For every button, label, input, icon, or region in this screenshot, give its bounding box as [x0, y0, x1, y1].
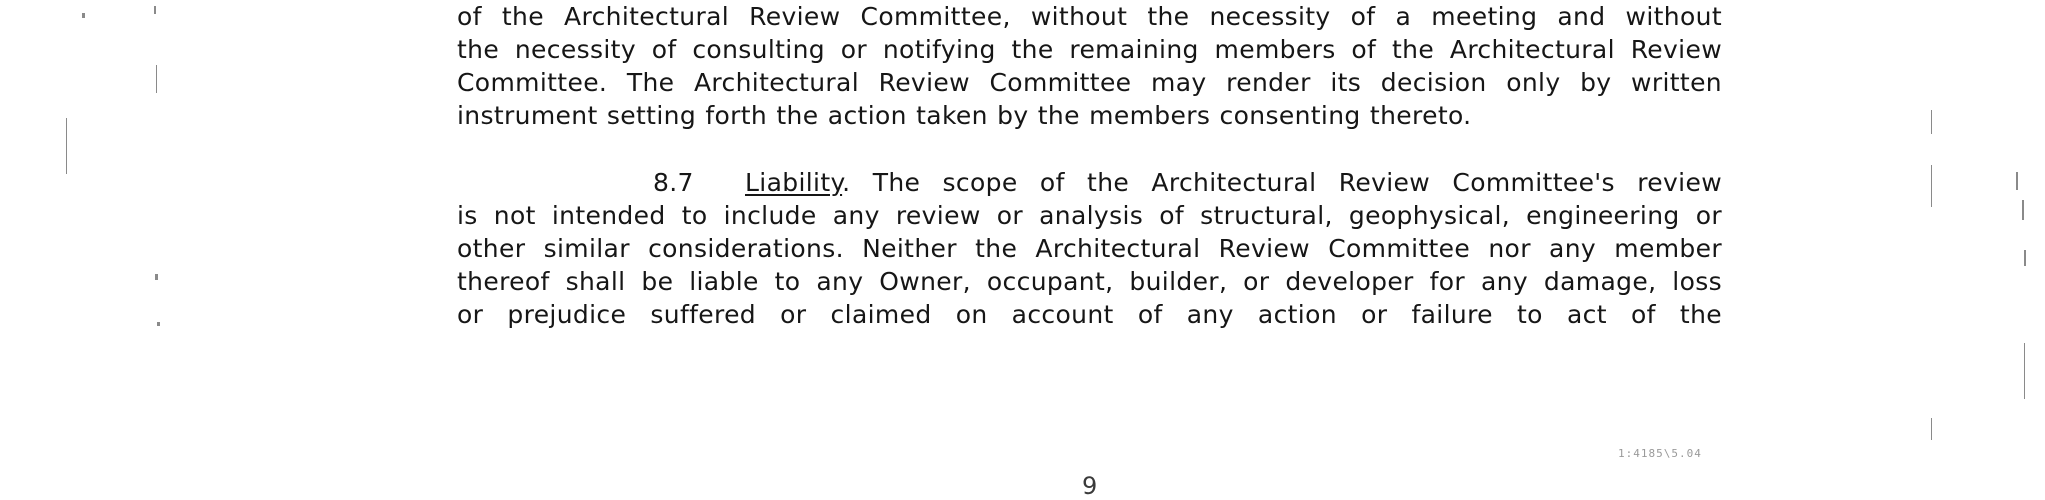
section-first-line [457, 166, 1722, 199]
section-number: 8.7 [653, 168, 694, 197]
text-line: Committee. The Architectural Review Committee may render its decision only by written [457, 68, 1722, 97]
text-line: or prejudice suffered or claimed on account of any action or failure to act of the [457, 300, 1722, 329]
text-line: other similar considerations. Neither the Architectural Review Committee nor any member [457, 234, 1722, 263]
text-line: instrument setting forth the action taken by the members consenting thereto. [457, 101, 1472, 130]
section-8-7-liability [457, 166, 1722, 331]
paragraph-committee-action [457, 0, 1722, 132]
text-line: of the Architectural Review Committee, without the necessity of a meeting and without [457, 2, 1722, 31]
text-line: thereof shall be liable to any Owner, occupant, builder, or developer for any damage, loss [457, 267, 1722, 296]
text-line: the necessity of consulting or notifying the remaining members of the Architectural Review [457, 35, 1722, 64]
page-number: 9 [1082, 472, 1098, 500]
section-first-line-text: . The scope of the Architectural Review Committee's review [842, 168, 1722, 197]
section-heading: Liability [745, 168, 843, 197]
document-footer-code: 1:4185\5.04 [1618, 447, 1702, 460]
text-line: is not intended to include any review or analysis of structural, geophysical, engineering or [457, 201, 1722, 230]
